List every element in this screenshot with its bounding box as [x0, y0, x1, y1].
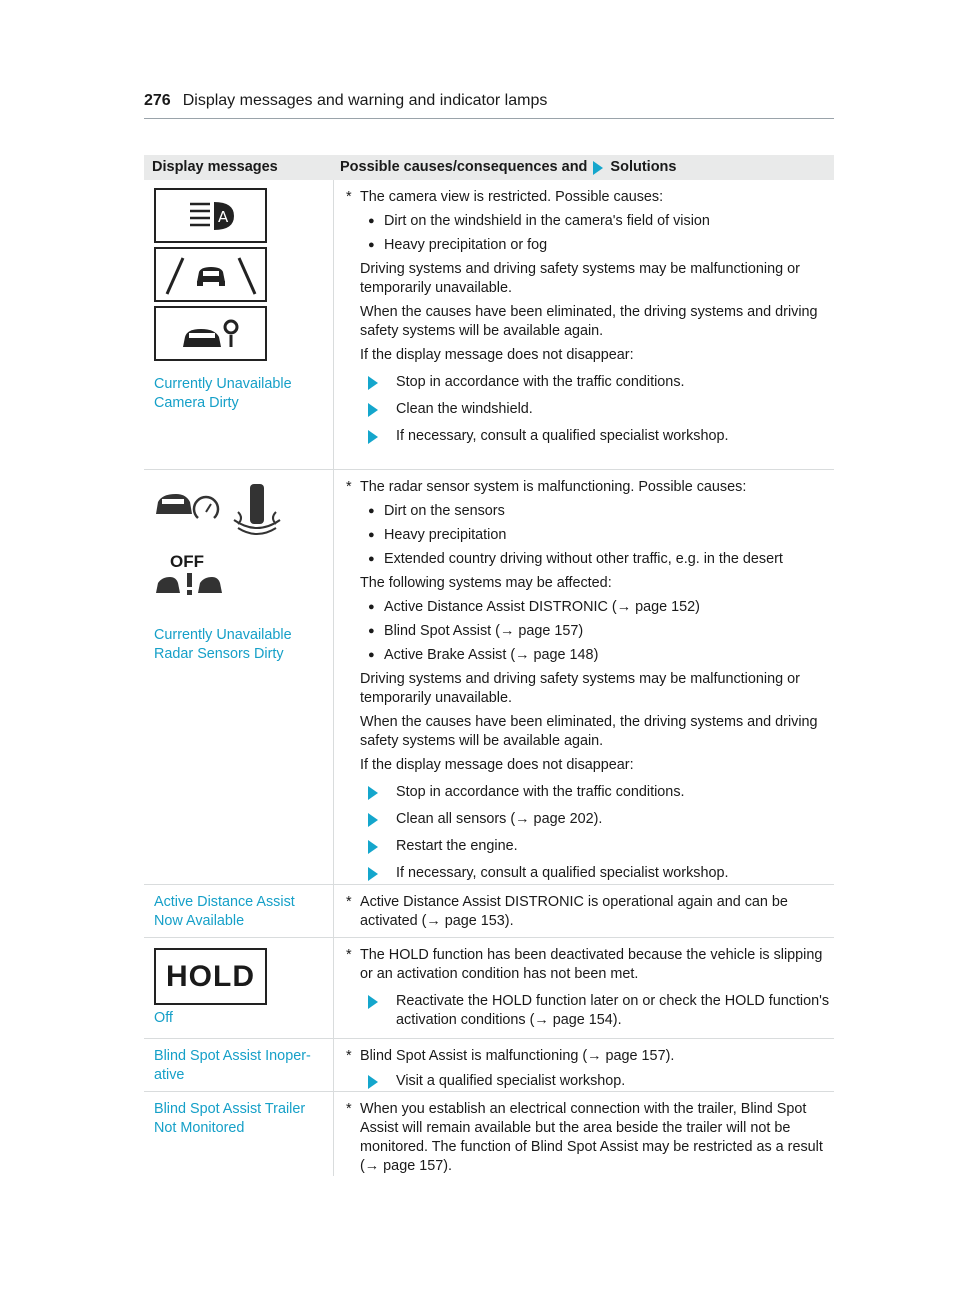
list-item: ● Extended country driving without other traffic, e.g. in the desert	[368, 551, 783, 567]
message-text: Blind Spot Assist Trailer	[154, 1101, 306, 1117]
step-arrow-icon	[368, 373, 396, 392]
page-number: 276	[144, 92, 171, 109]
cause-text: * When you establish an electrical connection with the trailer, Blind Spot Assist will remain available but the area beside the trailer will not be monitored. The function of Blind Spot Assist may be restricted as a result (→ page 157).	[346, 1101, 823, 1174]
list-item: ● Dirt on the windshield in the camera's field of vision	[368, 213, 710, 229]
list-item: ● Heavy precipitation	[368, 527, 507, 543]
step-arrow-icon	[368, 864, 396, 883]
page-title: Display messages and warning and indicator lamps	[182, 92, 548, 109]
message-text: Camera Dirty	[154, 395, 239, 411]
paragraph: If the display message does not disappear:	[360, 757, 634, 773]
step-arrow-icon	[368, 400, 396, 419]
message-text: Currently Unavailable	[154, 627, 292, 643]
step-arrow-icon	[368, 837, 396, 856]
cause-text: * The HOLD function has been deactivated because the vehicle is slipping or an activation condition has not been met.	[346, 947, 823, 982]
solution-step: Reactivate the HOLD function later on or check the HOLD function's activation conditions (→ page 154).	[346, 992, 830, 1030]
solution-step: Visit a qualified specialist workshop.	[346, 1072, 830, 1091]
step-arrow-icon	[368, 810, 396, 829]
message-text: Active Distance Assist	[154, 894, 295, 910]
cause-text: * Active Distance Assist DISTRONIC is operational again and can be activated (→ page 153).	[346, 894, 788, 929]
paragraph: When the causes have been eliminated, the driving systems and driving safety systems will be available again.	[360, 714, 818, 749]
paragraph: The following systems may be affected:	[360, 575, 612, 591]
solution-step: Restart the engine.	[346, 837, 830, 856]
cause-text: * The radar sensor system is malfunctioning. Possible causes:	[346, 479, 747, 495]
solution-step: If necessary, consult a qualified specialist workshop.	[346, 864, 830, 883]
hold-icon: HOLD	[154, 948, 267, 1005]
message-text: Blind Spot Assist Inoper-	[154, 1048, 311, 1064]
list-item: ● Blind Spot Assist (→ page 157)	[368, 623, 584, 639]
paragraph: If the display message does not disappear:	[360, 347, 634, 363]
message-text: Off	[154, 1010, 173, 1026]
display-messages-table	[144, 155, 834, 1176]
message-text: ative	[154, 1067, 185, 1083]
cause-text: * The camera view is restricted. Possible causes:	[346, 189, 664, 205]
paragraph: Driving systems and driving safety systems may be malfunctioning or temporarily unavailable.	[360, 671, 800, 706]
radar-sensor-icon	[154, 480, 325, 542]
solution-step: Clean the windshield.	[346, 400, 830, 419]
svg-text:A: A	[217, 207, 228, 226]
radar-off-icon: OFF	[154, 552, 325, 616]
vehicle-sensor-icon	[154, 306, 267, 361]
col-causes: Possible causes/consequences and Solutions	[340, 159, 677, 175]
solution-step: If necessary, consult a qualified specialist workshop.	[346, 427, 830, 446]
message-text: Currently Unavailable	[154, 376, 292, 392]
table-row	[144, 1039, 834, 1092]
step-arrow-icon	[368, 1072, 396, 1091]
paragraph: When the causes have been eliminated, the driving systems and driving safety systems will be available again.	[360, 304, 818, 339]
message-text: Radar Sensors Dirty	[154, 646, 284, 662]
list-item: ● Active Distance Assist DISTRONIC (→ page 152)	[368, 599, 700, 615]
table-row	[144, 1092, 834, 1176]
lane-assist-icon	[154, 247, 267, 302]
message-text: Not Monitored	[154, 1120, 245, 1136]
table-row	[144, 180, 834, 470]
col-display-messages: Display messages	[152, 159, 278, 175]
list-item: ● Heavy precipitation or fog	[368, 237, 548, 253]
table-row	[144, 885, 834, 938]
solution-step: Stop in accordance with the traffic conditions.	[346, 373, 830, 392]
step-arrow-icon	[368, 992, 396, 1030]
solution-step: Stop in accordance with the traffic conditions.	[346, 783, 830, 802]
solution-step: Clean all sensors (→ page 202).	[346, 810, 830, 829]
table-row	[144, 470, 834, 885]
message-text: Now Available	[154, 913, 245, 929]
step-arrow-icon	[368, 427, 396, 446]
step-arrow-icon	[368, 783, 396, 802]
paragraph: Driving systems and driving safety systems may be malfunctioning or temporarily unavailable.	[360, 261, 800, 296]
list-item: ● Dirt on the sensors	[368, 503, 505, 519]
table-row	[144, 938, 834, 1039]
page-header	[144, 92, 834, 119]
cause-text: * Blind Spot Assist is malfunctioning (→ page 157).	[346, 1048, 675, 1064]
table-header	[144, 155, 834, 180]
solution-arrow-icon	[593, 161, 603, 175]
list-item: ● Active Brake Assist (→ page 148)	[368, 647, 599, 663]
auto-headlamp-icon	[154, 188, 267, 243]
